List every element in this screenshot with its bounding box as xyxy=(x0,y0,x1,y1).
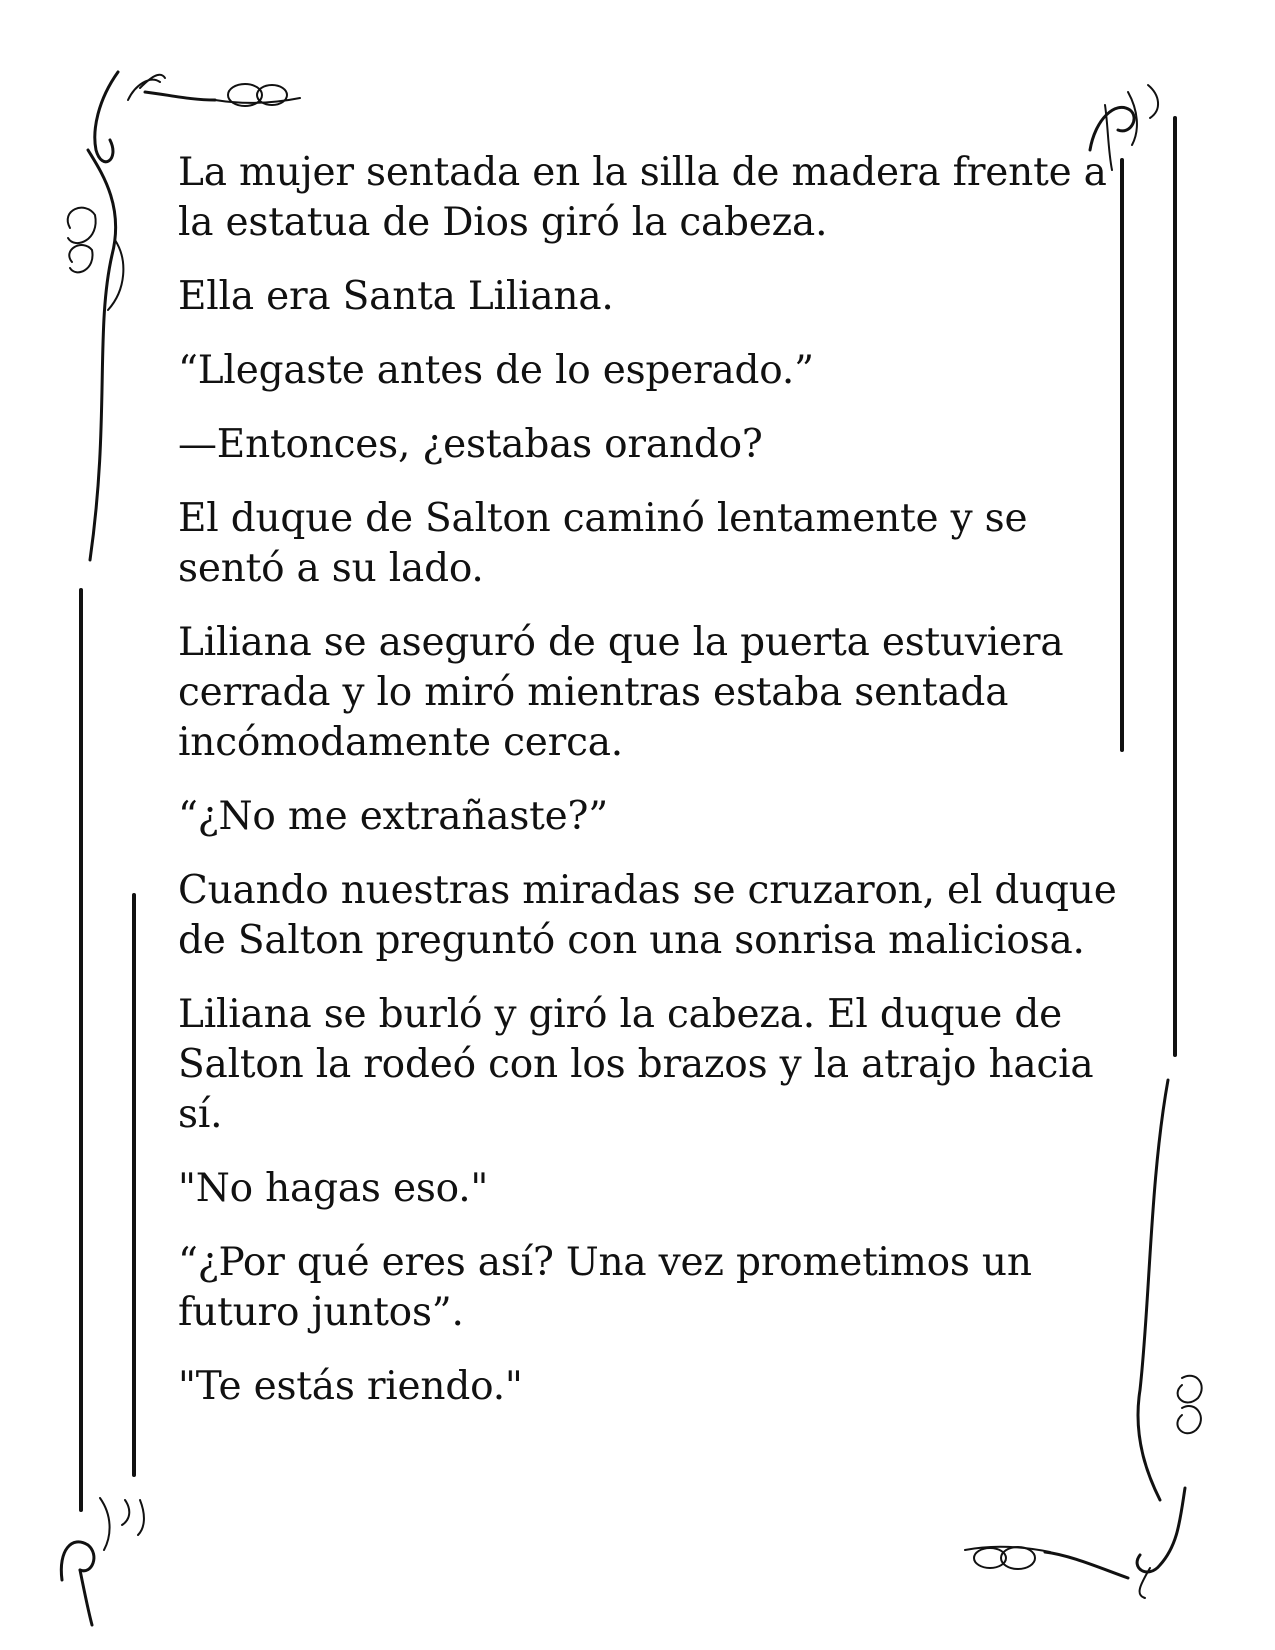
bottom-left-flourish-icon xyxy=(61,1498,144,1625)
paragraph: “Llegaste antes de lo esperado.” xyxy=(178,348,814,393)
paragraph: Liliana se burló y giró la cabeza. El duque de Salton la rodeó con los brazos y la atrajo hacia sí. xyxy=(178,992,1094,1137)
page-text xyxy=(178,148,1118,1436)
paragraph: "No hagas eso." xyxy=(178,1166,489,1211)
paragraph: "Te estás riendo." xyxy=(178,1364,523,1409)
paragraph: Liliana se aseguró de que la puerta estuviera cerrada y lo miró mientras estaba sentada incómodamente cerca. xyxy=(178,620,1064,765)
paragraph: Ella era Santa Liliana. xyxy=(178,274,614,319)
paragraph: El duque de Salton caminó lentamente y se sentó a su lado. xyxy=(178,496,1028,591)
paragraph: Cuando nuestras miradas se cruzaron, el duque de Salton preguntó con una sonrisa maliciosa. xyxy=(178,868,1117,963)
paragraph: “¿No me extrañaste?” xyxy=(178,794,608,839)
paragraph: “¿Por qué eres así? Una vez prometimos un futuro juntos”. xyxy=(178,1240,1032,1335)
paragraph: La mujer sentada en la silla de madera frente a la estatua de Dios giró la cabeza. xyxy=(178,150,1107,245)
paragraph: —Entonces, ¿estabas orando? xyxy=(178,422,763,467)
